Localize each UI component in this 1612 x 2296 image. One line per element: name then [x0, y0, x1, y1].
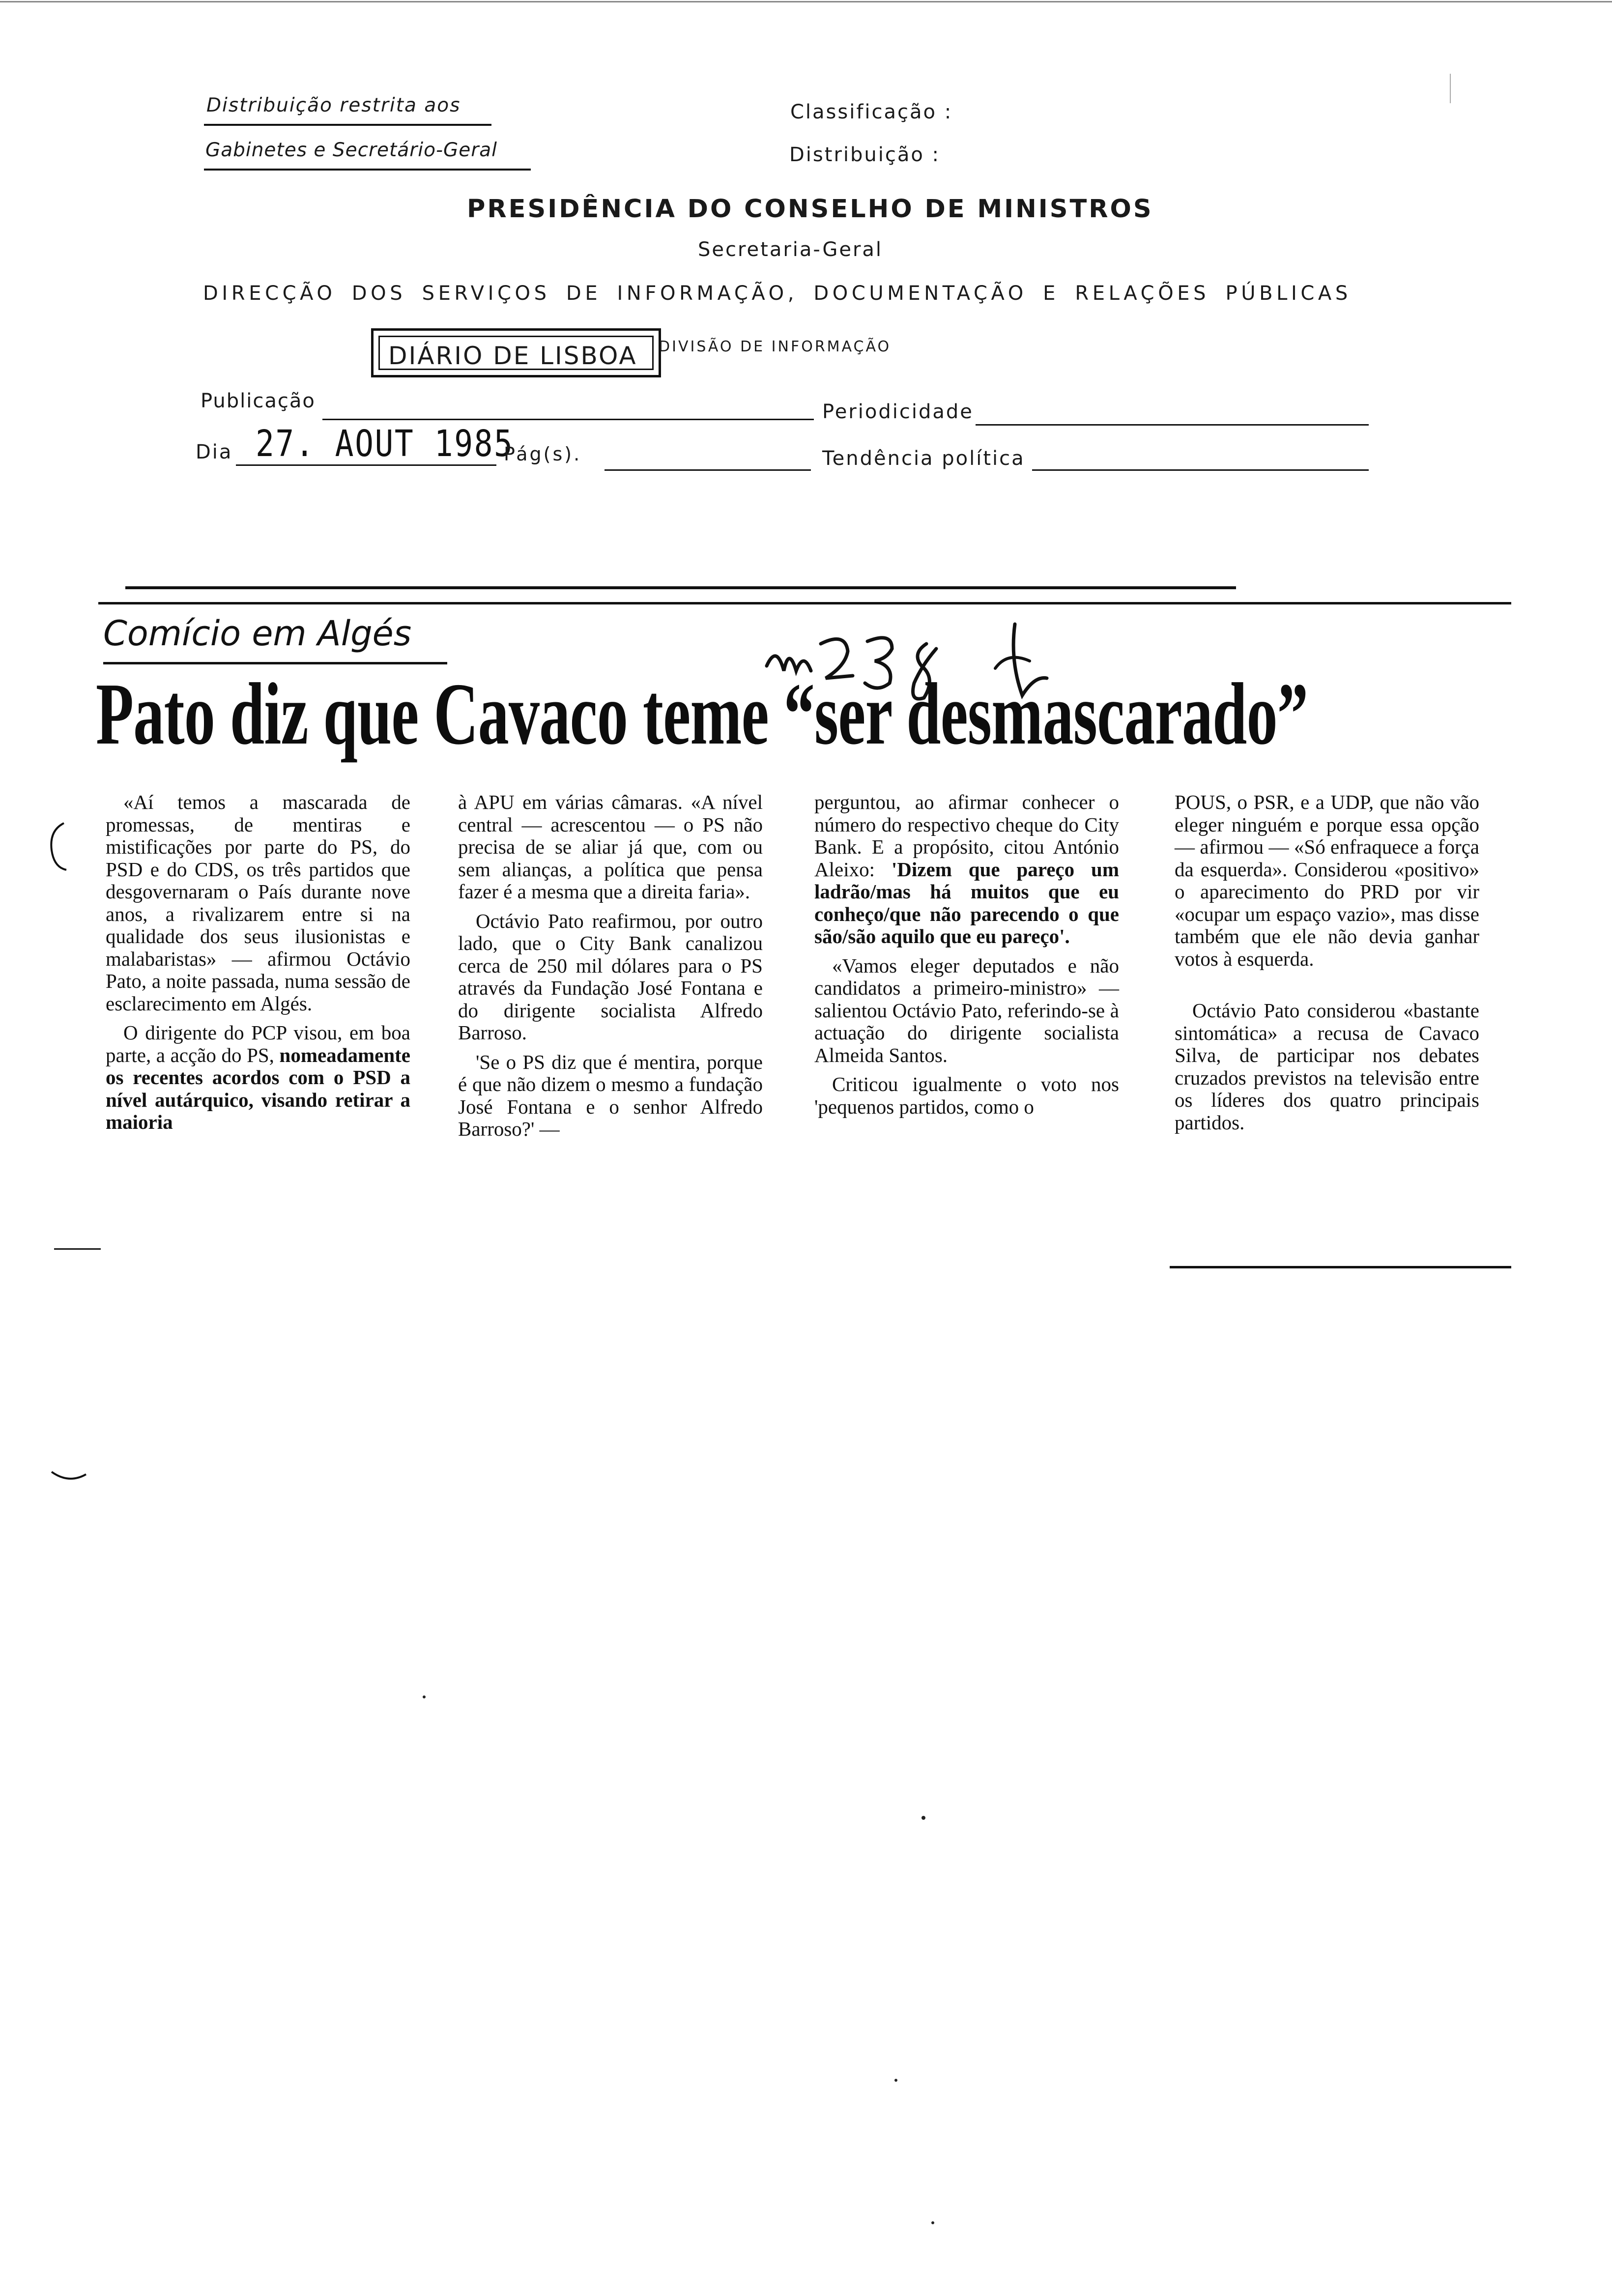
- office-title: PRESIDÊNCIA DO CONSELHO DE MINISTROS: [467, 195, 1153, 224]
- left-margin-bracket-mark: [44, 821, 69, 875]
- col1-p2-end: a maioria: [106, 1088, 410, 1133]
- scan-speck: [921, 1816, 925, 1820]
- tendency-fill-line: [1032, 469, 1369, 471]
- day-label: Dia: [196, 441, 233, 463]
- scan-edge-line-right: [1450, 74, 1451, 103]
- scan-speck: [894, 2079, 897, 2082]
- col4-paragraph-2: Octávio Pato considerou «bastante sintomática» a recusa de Cavaco Silva, de participar nos debates cruzados previstos na televisão entre os líderes dos quatro principais partidos.: [1175, 999, 1479, 1134]
- directorate-line: DIRECÇÃO DOS SERVIÇOS DE INFORMAÇÃO, DOCUMENTAÇÃO E RELAÇÕES PÚBLICAS: [203, 282, 1352, 305]
- pages-label: Pág(s).: [504, 443, 582, 465]
- publication-label: Publicação: [201, 390, 316, 412]
- left-margin-curve-mark: [49, 1467, 88, 1487]
- distribution-line-1: Distribuição restrita aos: [206, 94, 461, 116]
- tendency-label: Tendência política: [822, 447, 1025, 470]
- publication-fill-line: [322, 419, 814, 420]
- col4-paragraph-1: POUS, o PSR, e a UDP, que não vão eleger ninguém e porque essa opção — afirmou — «Só enfraquece a força da esquerda». Considerou «positivo» o aparecimento do PRD por vir «ocupar um espaço vazio», mas disse também que ele não devia ganhar votos à esquerda.: [1175, 791, 1479, 970]
- col2-paragraph-1: à APU em várias câmaras. «A nível central — acrescentou — o PS não precisa de se aliar já que, com ou sem alianças, a política que pensa fazer é a mesma que a direita faria».: [458, 791, 763, 903]
- article-column-3: [814, 791, 1119, 1118]
- col2-paragraph-3: 'Se o PS diz que é mentira, porque é que não dizem o mesmo a fundação José Fontana e o senhor Alfredo Barroso?' —: [458, 1050, 763, 1140]
- article-bottom-rule: [1170, 1266, 1511, 1268]
- article-column-4: [1175, 791, 1479, 1134]
- distribution-label: Distribuição :: [789, 144, 941, 166]
- stamp-text: DIÁRIO DE LISBOA: [388, 342, 637, 370]
- col2-paragraph-2: Octávio Pato reafirmou, por outro lado, que o City Bank canalizou cerca de 250 mil dólares para o PS através da Fundação José Fontana e do dirigente socialista Alfredo Barroso.: [458, 909, 763, 1044]
- article-column-1: [106, 791, 410, 1134]
- separator-rule: [125, 586, 1236, 589]
- classification-label: Classificação :: [790, 101, 953, 123]
- col1-p2-start: O dirigente do PCP visou, em boa parte, a acção do PS,: [106, 1021, 410, 1066]
- periodicity-fill-line: [976, 424, 1369, 426]
- col3-p1-bold: 'Dizem que pareço um ladrão/mas há muitos que eu conheço/que não parecendo o que são/são aquilo que eu pareço'.: [814, 858, 1120, 947]
- col3-paragraph-3: Criticou igualmente o voto nos 'pequenos partidos, como o: [814, 1073, 1119, 1118]
- col1-paragraph-1: «Aí temos a mascarada de promessas, de mentiras e mistificações por parte do PS, do PSD e do CDS, os três partidos que desgovernaram o País durante nove anos, a rivalizarem entre si na qualidade dos seus ilusionistas e malabaristas» — afirmou Octávio Pato, a noite passada, numa sessão de esclarecimento em Algés.: [106, 791, 410, 1015]
- distribution-line-2: Gabinetes e Secretário-Geral: [205, 139, 498, 161]
- scan-edge-line: [0, 1, 1612, 2]
- col1-paragraph-2: [106, 1022, 410, 1134]
- date-fill-line: [236, 464, 496, 466]
- distribution-underline-1: [204, 124, 491, 126]
- date-stamp: 27. AOUT 1985: [256, 423, 514, 465]
- article-column-2: [458, 791, 763, 1141]
- periodicity-label: Periodicidade: [822, 401, 974, 423]
- publication-stamp: [371, 328, 661, 377]
- pages-fill-line: [604, 469, 811, 471]
- distribution-underline-2: [204, 169, 531, 171]
- col1-p2-bold: nomeadamente os recentes acordos com o PSD a nível autárquico, visando retirar: [106, 1043, 410, 1111]
- col3-p1-start: perguntou, ao afirmar conhecer o número do respectivo cheque do City Bank. E a propósito, citou António Aleixo:: [814, 791, 1119, 881]
- col3-paragraph-2: «Vamos eleger deputados e não candidatos a primeiro-ministro» — salientou Octávio Pato, referindo-se à actuação do dirigente socialista Almeida Santos.: [814, 954, 1119, 1066]
- scan-speck: [931, 2221, 934, 2224]
- secretariat: Secretaria-Geral: [698, 238, 883, 261]
- left-margin-dash: [54, 1248, 101, 1250]
- division-label: DIVISÃO DE INFORMAÇÃO: [659, 338, 892, 355]
- article-kicker: Comício em Algés: [103, 613, 412, 654]
- article-headline: Pato diz que Cavaco teme “ser desmascarado”: [96, 665, 1308, 763]
- col3-paragraph-1: [814, 791, 1119, 948]
- scan-speck: [423, 1695, 426, 1698]
